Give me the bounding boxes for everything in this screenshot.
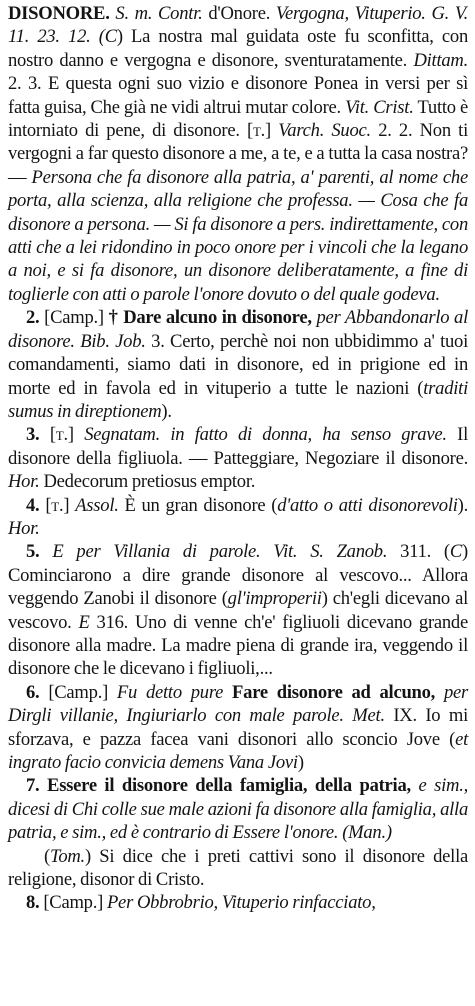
sense-number: 5. — [26, 541, 40, 563]
italic-segment: Persona che fa disonore alla patria, a' parenti, al nome che porta, alla scienza, alla religione che professa. — Cosa che fa disonore a persona. — Si fa disonore a pers. indirettamente, con atti che a lei ridondino in poco onore per i vincoli che la legano a noi, e si fa disonore, un disonore deliberatamente, a fine di toglierle con atti o parole l'onore dovuto o del quale godeva. — [8, 166, 468, 305]
small-caps-tag: t. — [55, 424, 68, 446]
italic-segment: Dittam. — [413, 49, 468, 71]
text-segment: 3. Certo, perchè noi non ubbidimmo a' tuoi comandamenti, siamo dati in disonore, ed in prigione ed in morte ed in favola ed in vituperio a tutte le nazioni ( — [8, 330, 468, 399]
entry-sense-paragraph — [8, 423, 468, 493]
sense-number: 2. — [26, 307, 40, 329]
text-segment: ) Si dice che i preti cattivi sono il disonore della religione, disonor di Cristo. — [8, 845, 468, 891]
text-segment: ) La nostra mal guidata oste fu sconfitta, con nostro danno e vergogna e disonore, sventuratamente. — [8, 26, 468, 71]
text-segment: ] — [63, 494, 76, 516]
italic-segment: gl'improperii — [227, 588, 322, 610]
bold-phrase: † Dare alcuno in disonore, — [108, 307, 312, 329]
text-segment: È un gran disonore ( — [118, 494, 278, 516]
text-segment: ) — [297, 752, 304, 773]
entry-sense-paragraph — [8, 540, 468, 680]
text-segment: Tutto è intorniato di pene, di disonore. [ — [8, 96, 469, 142]
sense-number: 7. — [26, 775, 40, 797]
small-caps-tag: t. — [51, 494, 64, 516]
italic-segment: Vergogna, Vituperio. — [270, 3, 432, 24]
italic-segment: Tom. — [49, 845, 85, 867]
italic-segment: et ingrato facio convicia demens Vana Jovi — [8, 728, 468, 773]
italic-segment: per Dirgli villanie, Ingiuriarlo con male parole. Met. — [8, 681, 468, 727]
entry-sense-paragraph — [8, 774, 468, 844]
italic-segment: C — [104, 26, 117, 48]
italic-segment: E — [78, 611, 90, 633]
italic-segment: Varch. Suoc. — [278, 120, 371, 142]
text-segment: ] — [265, 120, 279, 142]
italic-segment: Hor. — [8, 517, 40, 539]
text-segment: ] — [67, 424, 85, 446]
entry-sense-paragraph — [8, 891, 468, 914]
italic-segment: e sim., dicesi di Chi colle sue male azioni fa disonore alla famiglia, alla patria, e sim., ed è contrario di Essere l'onore. ( — [8, 775, 468, 844]
text-segment: [Camp.] — [39, 892, 107, 914]
italic-segment: Fu detto pure — [116, 681, 224, 703]
text-segment: 316. Uno di venne ch'e' figliuoli dicevano grande disonore alla madre. La madre piena di grande ira, veggendo il disonore che le dicevano i figliuoli,... — [8, 611, 468, 680]
text-segment: d'Onore. — [208, 3, 271, 24]
headword: DISONORE. — [8, 3, 110, 24]
text-segment: 2. 2. Non ti vergogni a far questo disonore a me, a te, e a tutta la casa nostra? — — [8, 120, 468, 188]
italic-segment: E per Villania di parole. Vit. S. Zanob. — [39, 541, 388, 563]
text-segment: ). — [161, 400, 172, 422]
italic-segment: S. m. Contr. — [109, 3, 209, 24]
text-segment: [ — [39, 424, 56, 446]
text-segment: ) ch'egli dicevano al vescovo. — [8, 588, 468, 633]
text-segment: Il disonore della figliuola. — Patteggiare, Negoziare il disonore. — [8, 424, 468, 469]
sense-number: 3. — [26, 424, 40, 446]
text-segment: 311. ( — [387, 541, 450, 563]
italic-segment: C — [449, 541, 463, 563]
text-segment: [ — [39, 494, 52, 516]
entry-sense-paragraph — [8, 306, 468, 423]
entry-sense-paragraph — [8, 845, 468, 892]
text-segment: [Camp.] — [39, 307, 109, 329]
text-segment: Dedecorum pretiosus emptor. — [39, 471, 256, 493]
italic-segment: Assol. — [75, 494, 119, 516]
italic-segment: Vit. Crist. — [345, 96, 414, 118]
text-segment: ( — [44, 845, 50, 867]
dictionary-entry-disonore — [8, 2, 468, 915]
text-segment: IX. Io mi sforzava, e pazza facea vani disonori allo sconcio Jove ( — [8, 705, 468, 750]
italic-segment: traditi sumus in direptionem — [8, 377, 468, 422]
italic-segment: d'atto o atti disonorevoli — [277, 494, 458, 516]
italic-segment: Hor. — [8, 471, 40, 493]
sense-number: 8. — [26, 892, 40, 914]
italic-segment: Man. — [348, 822, 386, 844]
italic-segment: ) — [385, 822, 392, 844]
italic-segment: per Abbandonarlo al disonore. Bib. Job. — [8, 307, 469, 352]
text-segment: 2. 3. E questa ogni suo vizio e disonore Ponea in versi per sì fatta guisa, Che già ne vidi altrui mutar colore. — [8, 73, 468, 118]
italic-segment: Segnatam. in fatto di donna, ha senso grave. — [84, 424, 447, 446]
text-segment: [Camp.] — [39, 681, 117, 703]
text-segment: ). — [457, 494, 469, 516]
entry-definition-paragraph — [8, 2, 468, 306]
entry-sense-paragraph — [8, 681, 468, 775]
small-caps-tag: t. — [252, 120, 266, 142]
text-segment: ) Cominciarono a dire grande disonore al vescovo... Allora veggendo Zanobi il disonore ( — [8, 541, 468, 610]
entry-sense-paragraph — [8, 494, 468, 541]
sense-number: 4. — [26, 494, 40, 516]
italic-segment: G. V. 11. 23. 12. ( — [8, 3, 468, 48]
italic-segment: Per Obbrobrio, Vituperio rinfacciato, — [106, 892, 376, 914]
bold-phrase: Essere il disonore della famiglia, della patria, — [39, 775, 411, 797]
sense-number: 6. — [26, 681, 40, 703]
bold-phrase: Fare disonore ad alcuno, — [223, 681, 436, 703]
